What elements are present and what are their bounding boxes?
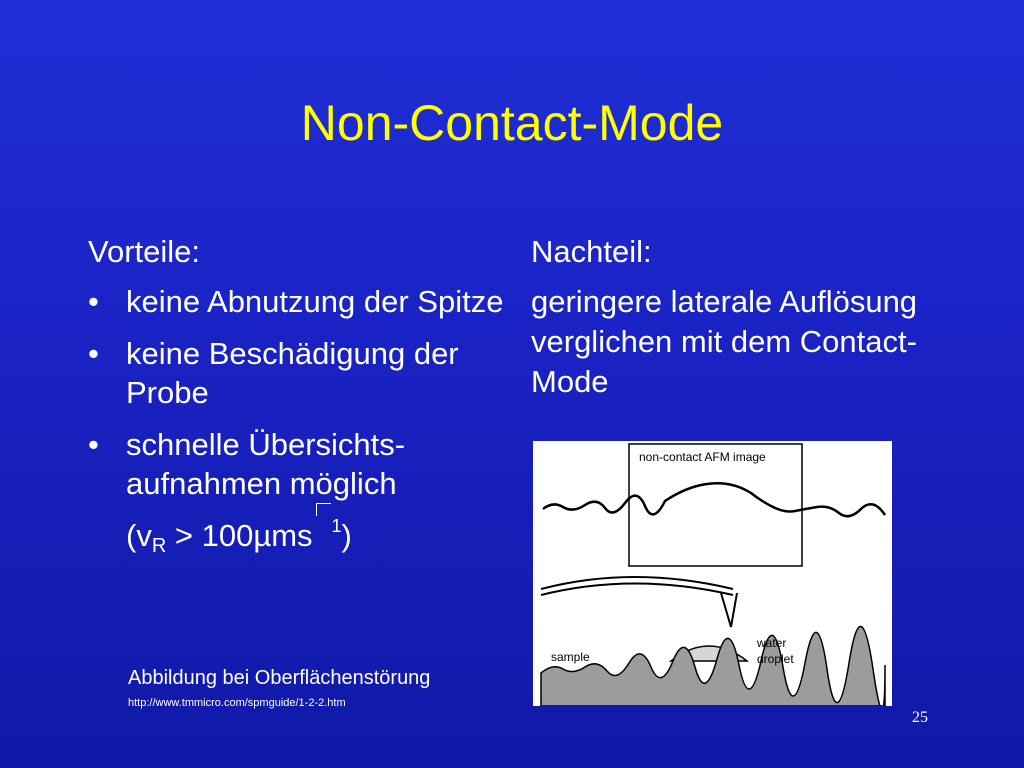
droplet-label: droplet bbox=[757, 652, 794, 666]
profile-line bbox=[543, 483, 885, 516]
disadvantage-column bbox=[531, 232, 961, 402]
figure-caption: Abbildung bei Oberflächenstörung bbox=[128, 667, 431, 689]
page-number: 25 bbox=[912, 709, 928, 726]
cantilever-bottom bbox=[541, 584, 733, 596]
formula-middle: > 100µms bbox=[166, 518, 313, 553]
advantage-text: keine Beschädigung der Probe bbox=[126, 336, 459, 410]
source-url[interactable]: http://www.tmmicro.com/spmguide/1-2-2.htm bbox=[128, 697, 346, 709]
formula-close: ) bbox=[341, 518, 352, 553]
formula-open: (v bbox=[126, 518, 152, 553]
formula-exponent bbox=[313, 516, 342, 536]
minus-placeholder-icon bbox=[316, 503, 331, 516]
probe-tip bbox=[721, 593, 737, 627]
disadvantage-heading: Nachteil: bbox=[531, 234, 652, 269]
advantages-heading: Vorteile: bbox=[88, 234, 201, 269]
box-label: non-contact AFM image bbox=[639, 450, 766, 464]
sample-label: sample bbox=[551, 650, 590, 664]
advantage-text: keine Abnutzung der Spitze bbox=[126, 284, 504, 319]
advantage-item bbox=[88, 425, 518, 566]
advantage-item bbox=[88, 334, 518, 412]
formula-exponent-value: 1 bbox=[331, 516, 342, 536]
formula-subscript: R bbox=[151, 535, 167, 557]
slide-title: Non-Contact-Mode bbox=[300, 95, 724, 151]
water-label: water bbox=[757, 636, 787, 650]
sample-surface bbox=[541, 626, 885, 706]
disadvantage-text: geringere laterale Auflösung verglichen mit dem Contact-Mode bbox=[531, 284, 918, 399]
advantage-text: schnelle Übersichts-aufnahmen möglich bbox=[126, 427, 406, 501]
velocity-formula bbox=[126, 503, 518, 566]
bullet-icon: • bbox=[88, 427, 99, 462]
advantage-item bbox=[88, 282, 518, 321]
afm-illustration bbox=[533, 441, 892, 706]
bullet-icon: • bbox=[88, 336, 99, 371]
afm-illustration-svg bbox=[533, 441, 892, 706]
bullet-icon: • bbox=[88, 284, 99, 319]
advantages-column bbox=[88, 232, 518, 579]
